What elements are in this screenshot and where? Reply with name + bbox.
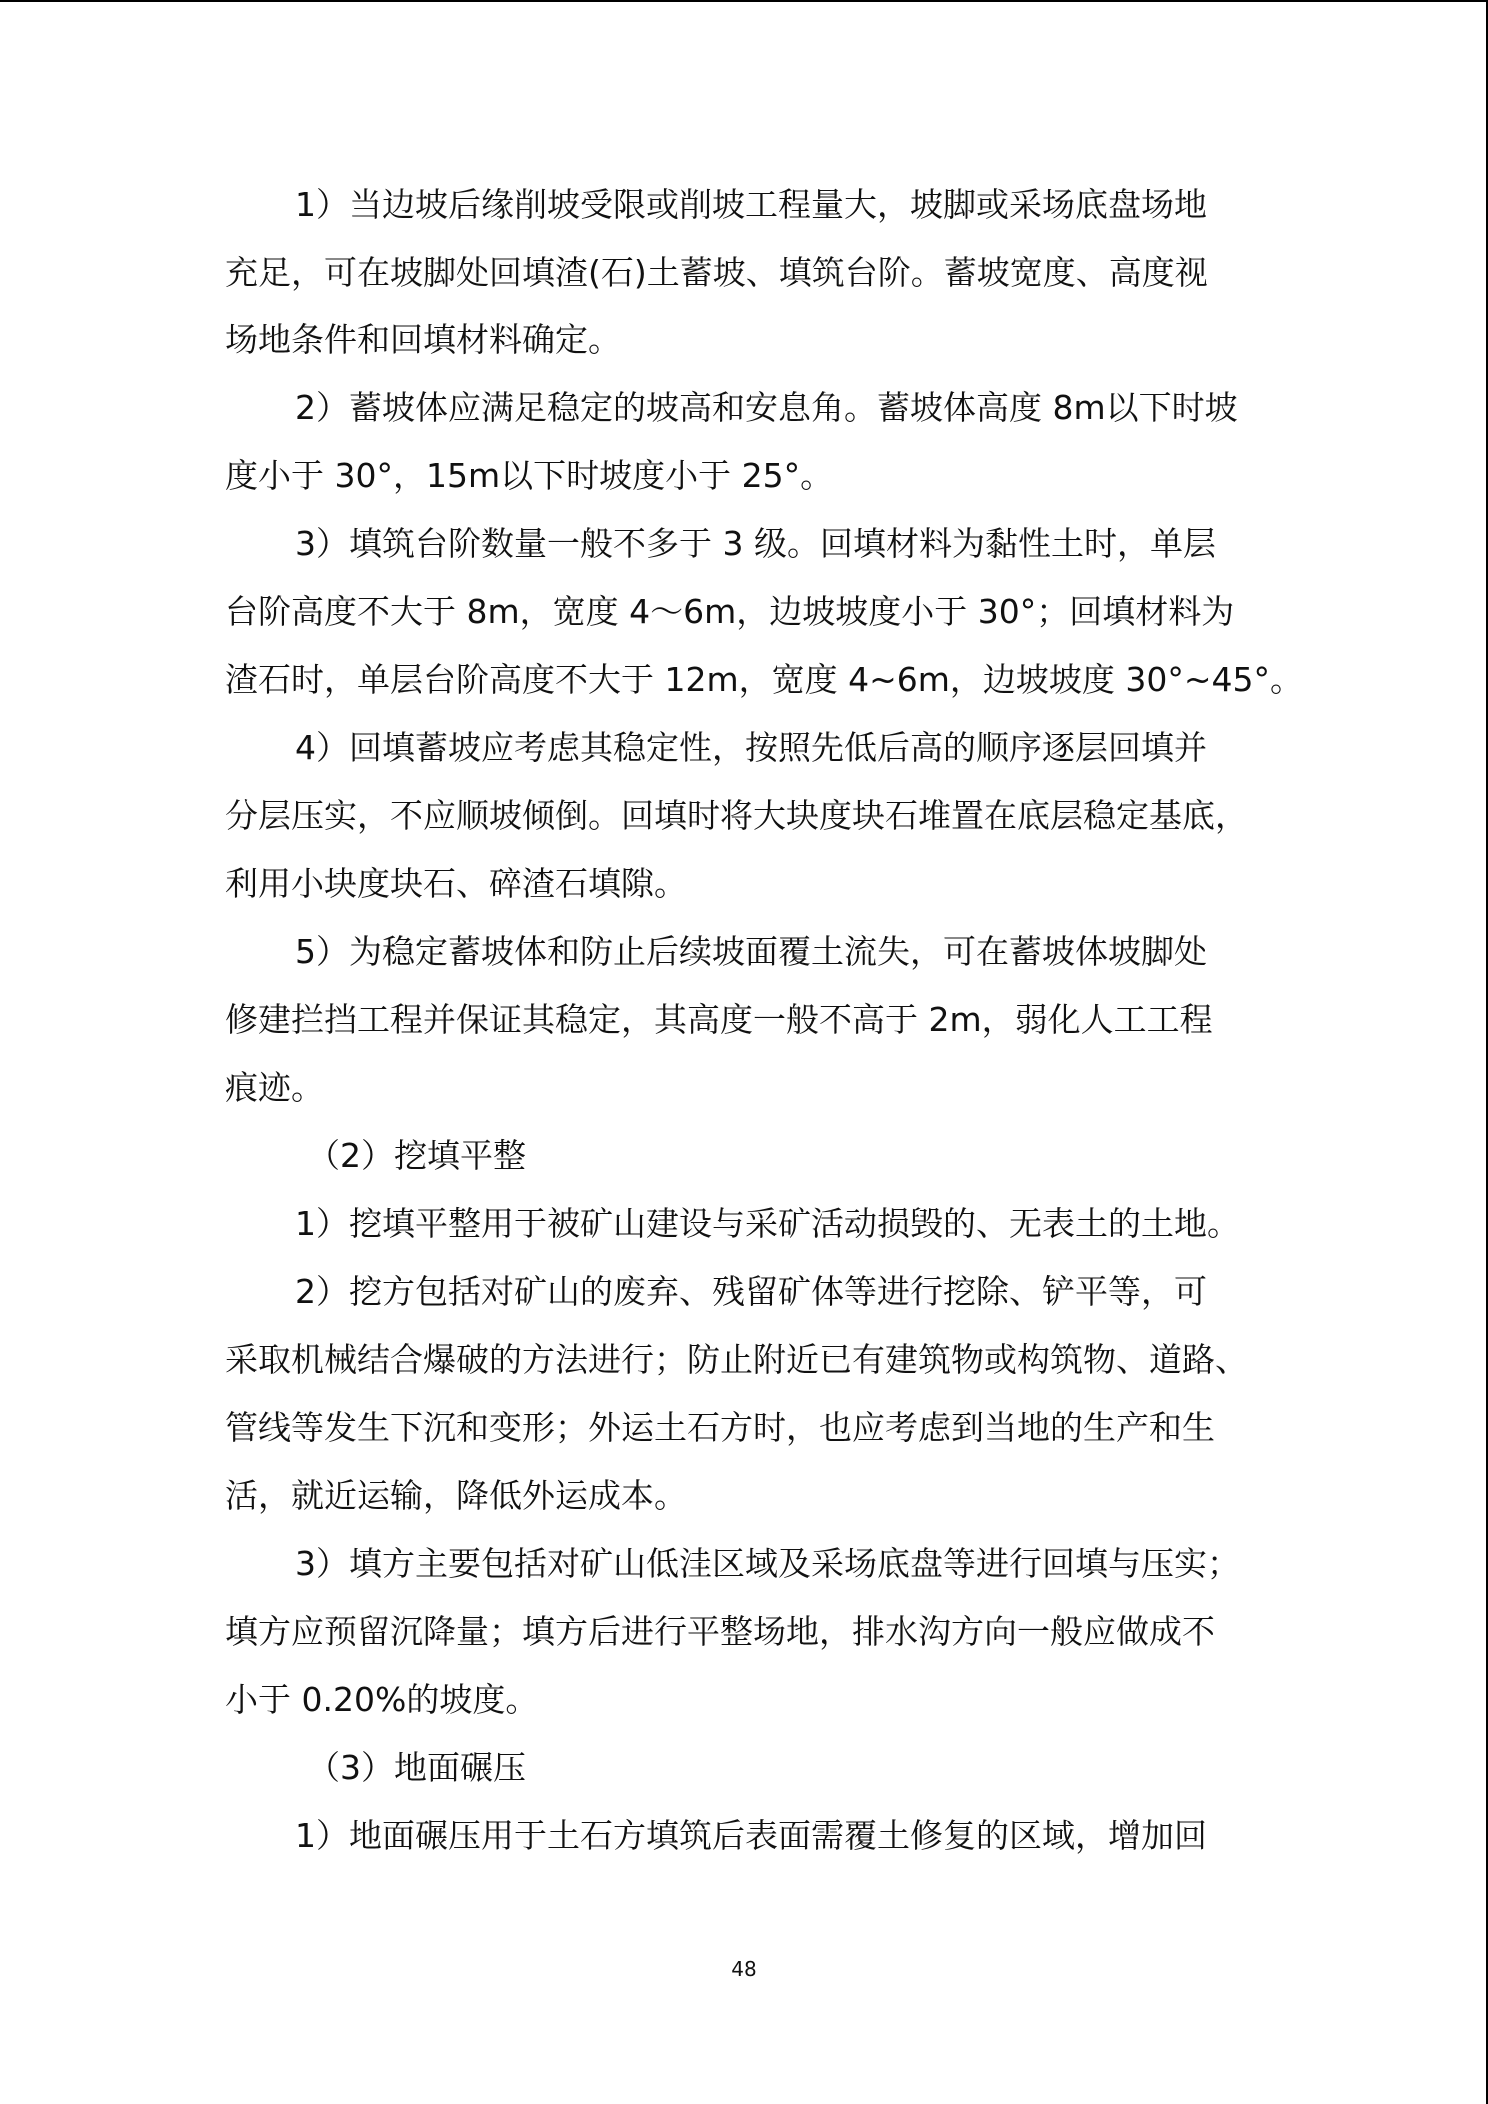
text-line: 1）当边坡后缘削坡受限或削坡工程量大，坡脚或采场底盘场地 [295,185,1207,224]
text-line: 活，就近运输，降低外运成本。 [225,1476,687,1515]
text-line: 1）地面碾压用于土石方填筑后表面需覆土修复的区域，增加回 [295,1816,1207,1855]
page-number: 48 [731,1957,757,1981]
section-heading: （2）挖填平整 [307,1136,526,1175]
text-line: 采取机械结合爆破的方法进行；防止附近已有建筑物或构筑物、道路、 [225,1340,1248,1379]
section-heading: （3）地面碾压 [307,1748,526,1787]
text-line: 痕迹。 [225,1068,324,1107]
text-line: 2）蓄坡体应满足稳定的坡高和安息角。蓄坡体高度 8m以下时坡 [295,388,1238,427]
text-line: 3）填方主要包括对矿山低洼区域及采场底盘等进行回填与压实； [295,1544,1240,1583]
text-line: 管线等发生下沉和变形；外运土石方时，也应考虑到当地的生产和生 [225,1408,1215,1447]
text-line: 2）挖方包括对矿山的废弃、残留矿体等进行挖除、铲平等，可 [295,1272,1207,1311]
text-line: 渣石时，单层台阶高度不大于 12m，宽度 4~6m，边坡坡度 30°~45°。 [225,660,1304,699]
text-line: 台阶高度不大于 8m，宽度 4～6m，边坡坡度小于 30°；回填材料为 [225,592,1235,631]
text-line: 修建拦挡工程并保证其稳定，其高度一般不高于 2m，弱化人工工程 [225,1000,1213,1039]
text-line: 3）填筑台阶数量一般不多于 3 级。回填材料为黏性土时，单层 [295,524,1216,563]
text-line: 5）为稳定蓄坡体和防止后续坡面覆土流失，可在蓄坡体坡脚处 [295,932,1207,971]
text-line: 利用小块度块石、碎渣石填隙。 [225,864,687,903]
text-line: 度小于 30°，15m以下时坡度小于 25°。 [225,456,834,495]
text-line: 1）挖填平整用于被矿山建设与采矿活动损毁的、无表土的土地。 [295,1204,1240,1243]
text-line: 场地条件和回填材料确定。 [225,320,621,359]
text-line: 填方应预留沉降量；填方后进行平整场地，排水沟方向一般应做成不 [225,1612,1215,1651]
text-line: 充足，可在坡脚处回填渣(石)土蓄坡、填筑台阶。蓄坡宽度、高度视 [225,253,1208,292]
text-line: 分层压实，不应顺坡倾倒。回填时将大块度块石堆置在底层稳定基底， [225,796,1248,835]
text-line: 小于 0.20%的坡度。 [225,1680,539,1719]
text-line: 4）回填蓄坡应考虑其稳定性，按照先低后高的顺序逐层回填并 [295,728,1207,767]
